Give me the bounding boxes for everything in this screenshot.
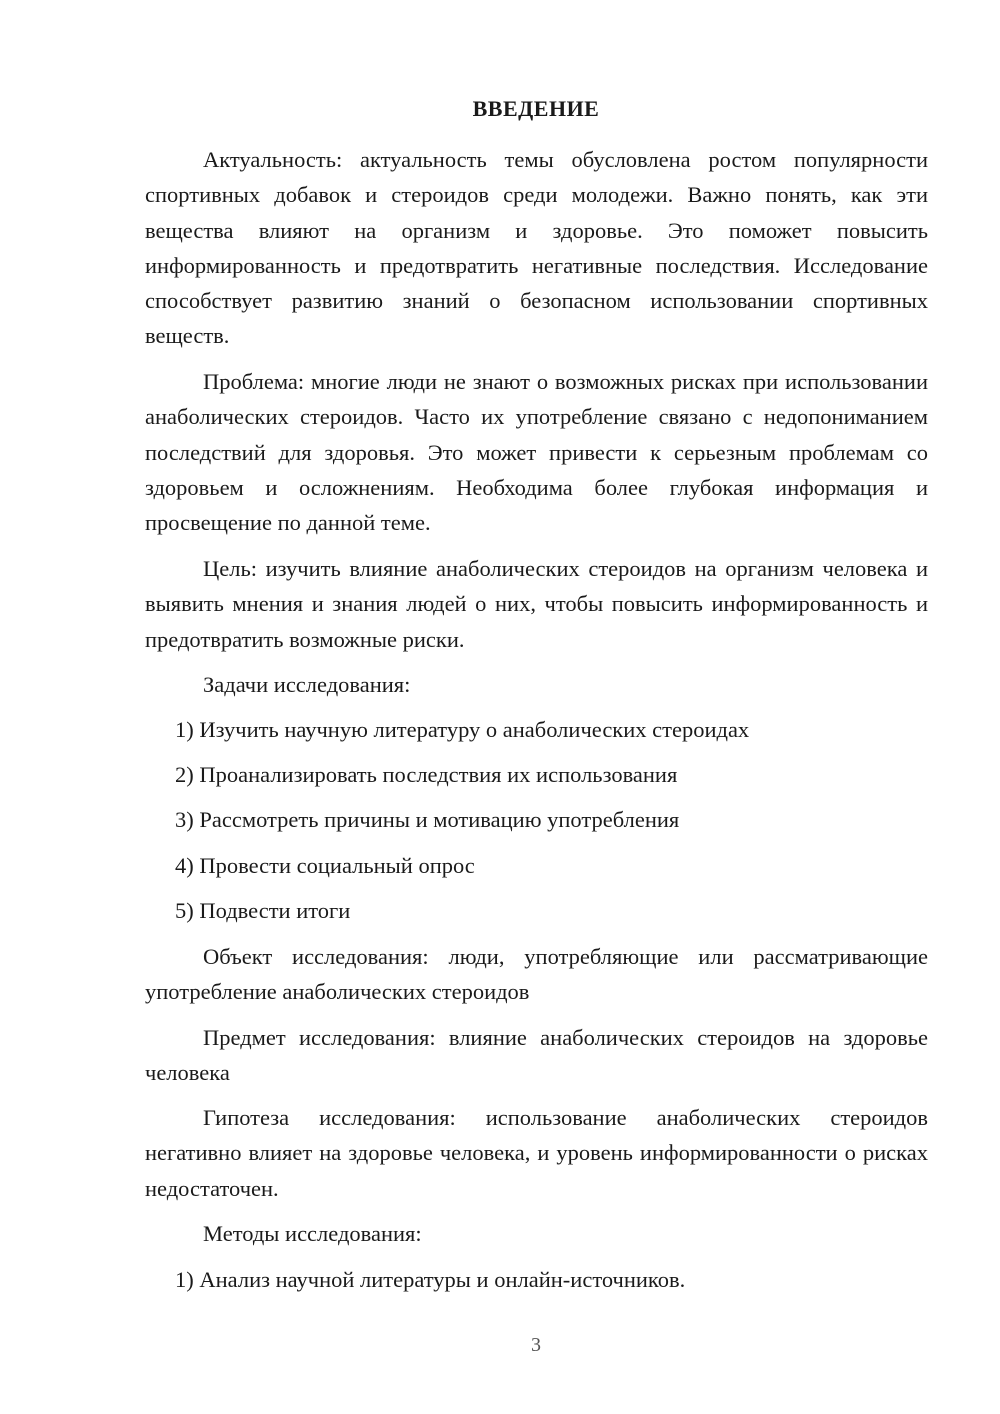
problem-paragraph: Проблема: многие люди не знают о возможных рисках при использовании анаболических стероидов. Часто их употребление связано с недопониманием последствий для здоровья. Это может привести к серьезным проблемам со здоровьем и осложнениям. Необходима более глубокая информация и просвещение по данной теме. (145, 369, 928, 536)
task-item: 3) Рассмотреть причины и мотивацию употребления (175, 807, 680, 832)
subject-paragraph: Предмет исследования: влияние анаболических стероидов на здоровье человека (145, 1025, 928, 1086)
method-item: 1) Анализ научной литературы и онлайн-источников. (175, 1267, 686, 1292)
page-number: 3 (531, 1334, 541, 1356)
object-paragraph: Объект исследования: люди, употребляющие или рассматривающие употребление анаболических стероидов (145, 944, 928, 1005)
tasks-heading: Задачи исследования: (203, 672, 411, 697)
relevance-paragraph: Актуальность: актуальность темы обусловлена ростом популярности спортивных добавок и стероидов среди молодежи. Важно понять, как эти вещества влияют на организм и здоровье. Это поможет повысить информированность и предотвратить негативные последствия. Исследование способствует развитию знаний о безопасном использовании спортивных веществ. (145, 147, 928, 349)
task-item: 2) Проанализировать последствия их использования (175, 762, 678, 787)
hypothesis-paragraph: Гипотеза исследования: использование анаболических стероидов негативно влияет на здоровье человека, и уровень информированности о рисках недостаточен. (145, 1105, 928, 1201)
methods-heading: Методы исследования: (203, 1221, 422, 1246)
task-item: 5) Подвести итоги (175, 898, 351, 923)
task-item: 1) Изучить научную литературу о анаболических стероидах (175, 717, 750, 742)
task-item: 4) Провести социальный опрос (175, 853, 475, 878)
section-title: ВВЕДЕНИЕ (472, 96, 600, 121)
goal-paragraph: Цель: изучить влияние анаболических стероидов на организм человека и выявить мнения и знания людей о них, чтобы повысить информированность и предотвратить возможные риски. (145, 556, 928, 652)
